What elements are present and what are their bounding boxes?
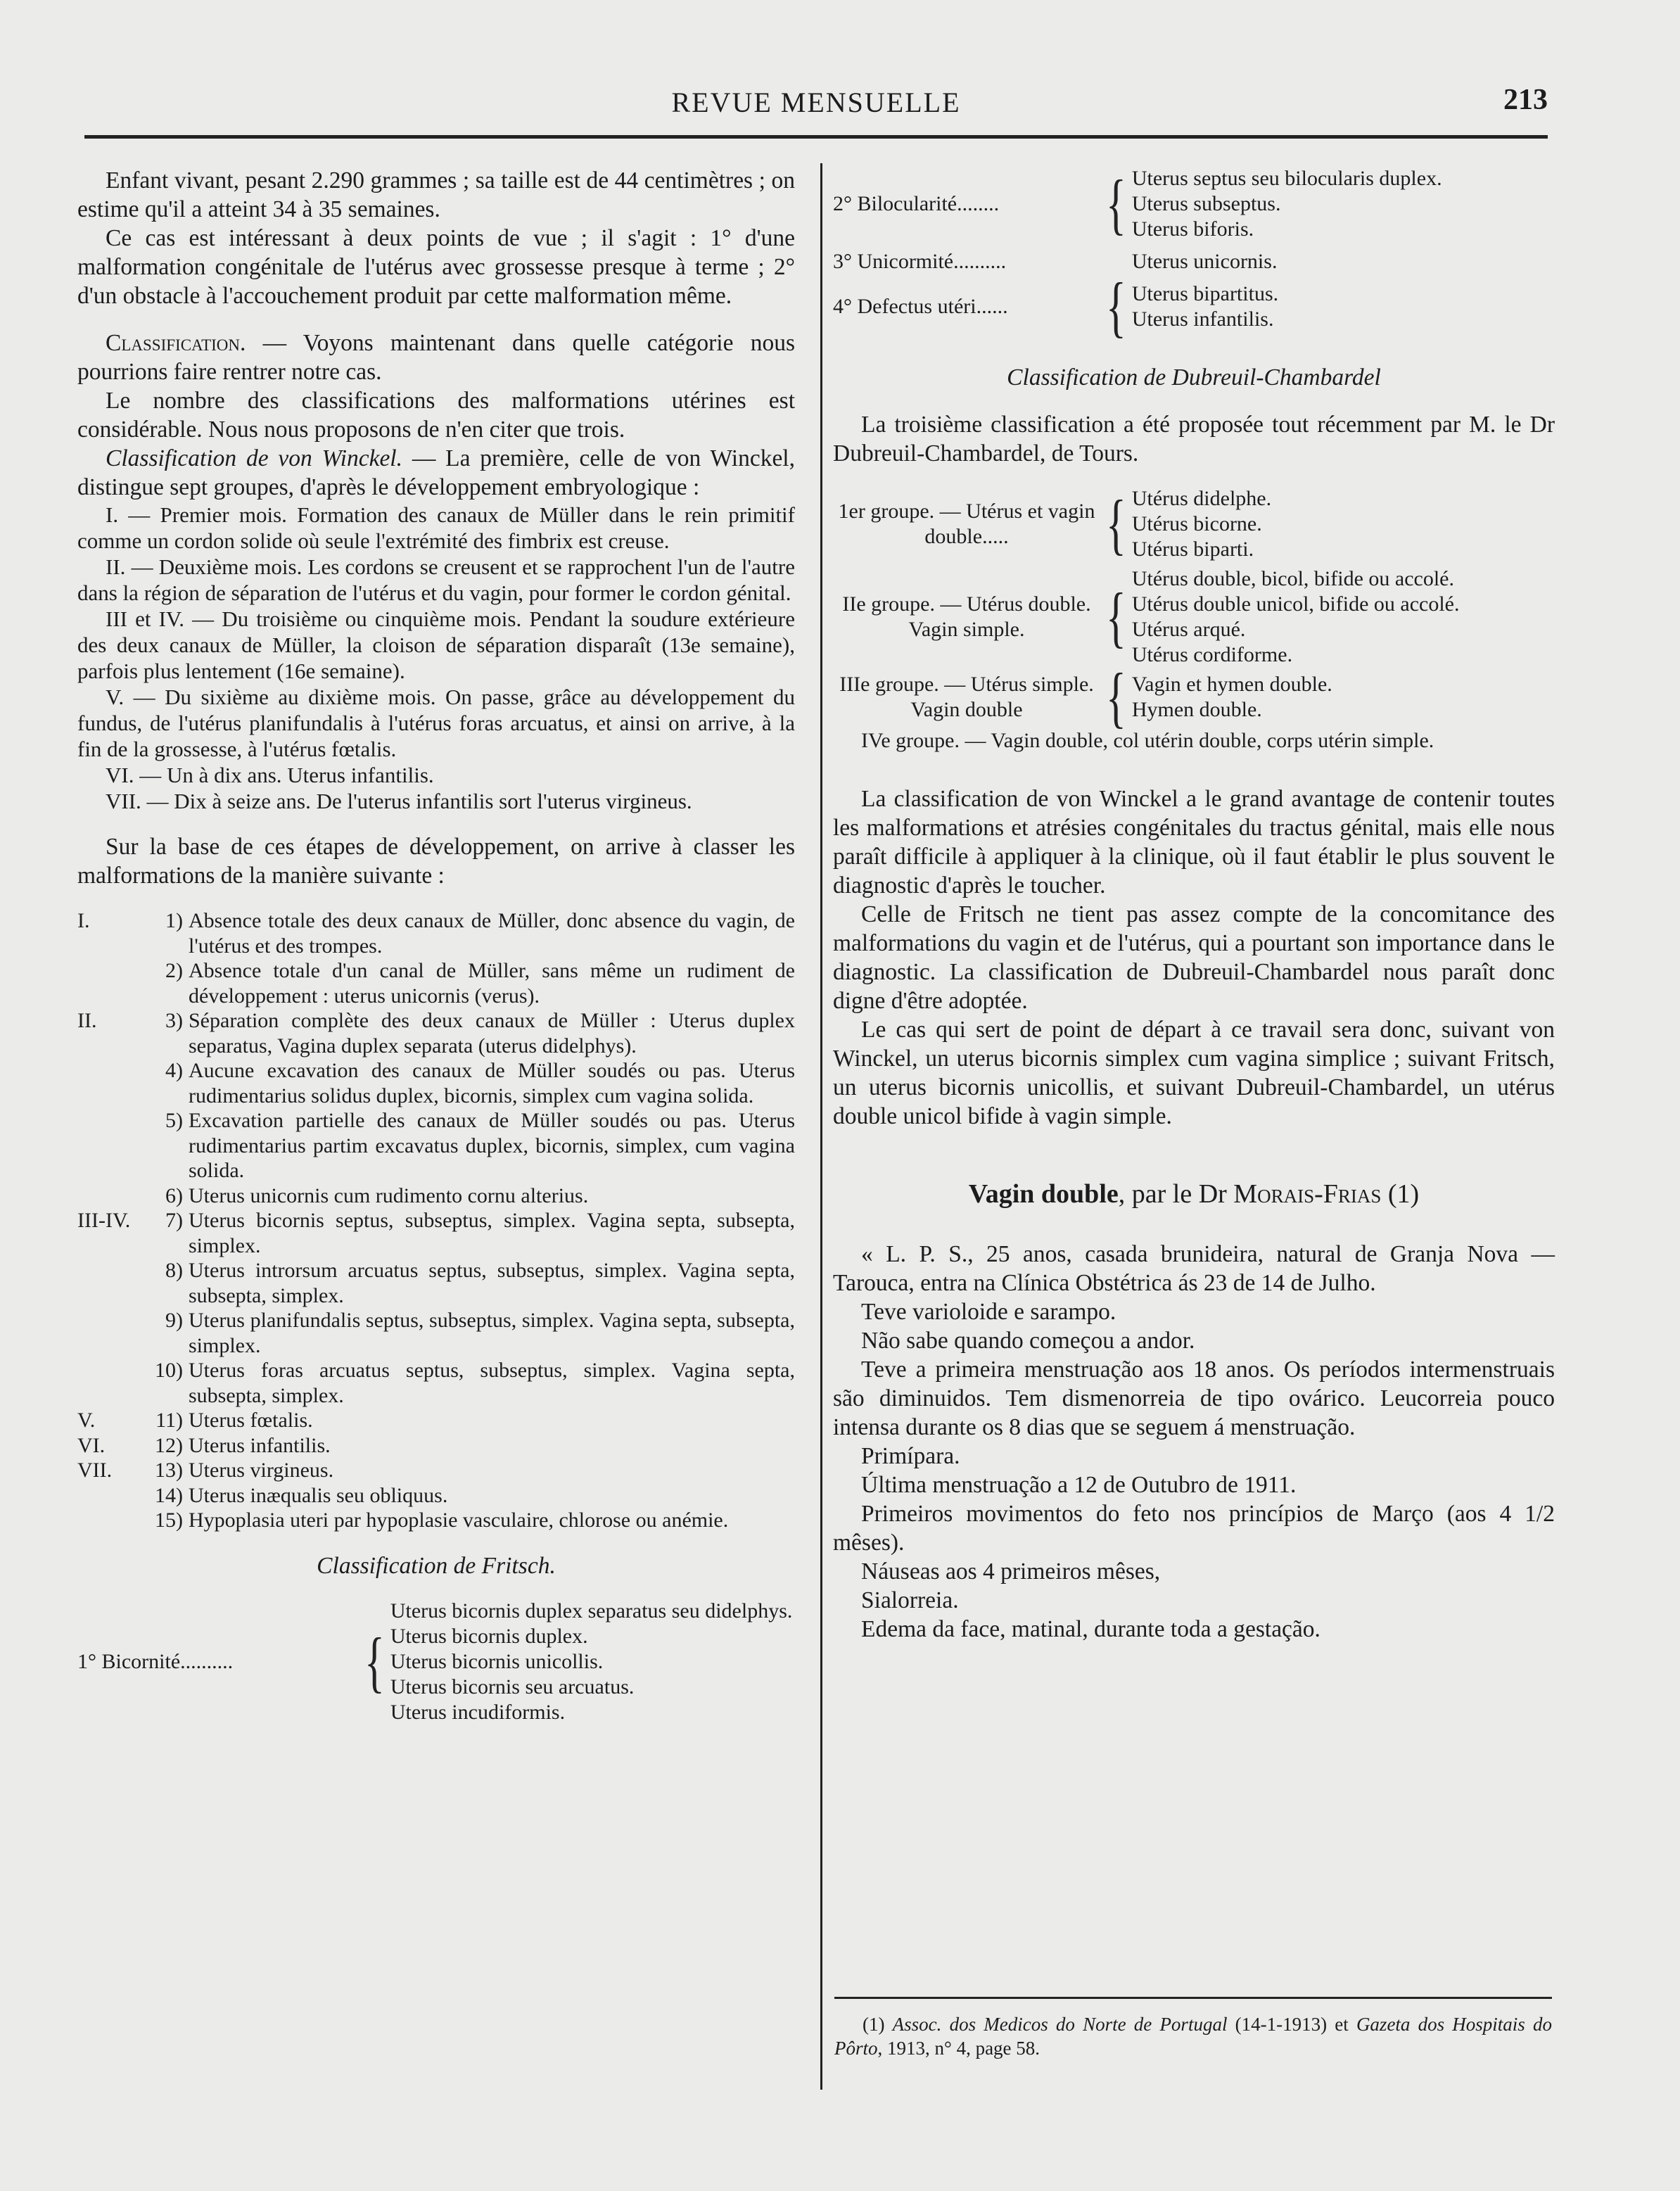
- list-item: II. 3) Séparation complète des deux canaux de Müller : Uterus duplex separatus, Vagina duplex separata (uterus didelphys).: [77, 1009, 795, 1058]
- header-rule: [84, 135, 1548, 139]
- section-title: Classification de Dubreuil-Chambardel: [1007, 364, 1381, 390]
- group-items: Vagin et hymen double. Hymen double.: [1131, 673, 1332, 721]
- paragraph: IVe groupe. — Vagin double, col utérin double, corps utérin simple.: [861, 729, 1434, 752]
- classification-items: Uterus bipartitus. Uterus infantilis.: [1131, 282, 1279, 331]
- brace: {: [1106, 167, 1126, 241]
- left-column: [77, 166, 795, 1725]
- group-items: Utérus double, bicol, bifide ou accolé. Utérus double unicol, bifide ou accolé. Utérus arqué. Utérus cordiforme.: [1131, 567, 1460, 666]
- classification-row: [833, 248, 1555, 276]
- footnote-rule: [834, 1997, 1552, 1999]
- paragraph: « L. P. S., 25 anos, casada brunideira, natural de Granja Nova — Tarouca, entra na Clínica Obstétrica ás 23 de 14 de Julho.: [833, 1241, 1555, 1296]
- list-item: VII. 13) Uterus virgineus.: [77, 1459, 334, 1482]
- section-label: Classification de von Winckel.: [106, 445, 402, 471]
- classification-label: 2° Bilocularité........: [833, 192, 1000, 215]
- classification-label: 3° Unicormité..........: [833, 250, 1007, 273]
- group-row: [833, 486, 1555, 562]
- paragraph: Náuseas aos 4 primeiros mêses,: [861, 1558, 1161, 1584]
- paragraph: Primeiros movimentos do feto nos princípios de Março (aos 4 1/2 mêses).: [833, 1501, 1555, 1556]
- list-item: V. 11) Uterus fœtalis.: [77, 1409, 313, 1432]
- page-number: 213: [1503, 84, 1548, 116]
- brace: {: [364, 1624, 385, 1699]
- running-title: REVUE MENSUELLE: [671, 87, 961, 118]
- classification-items: Uterus septus seu bilocularis duplex. Uterus subseptus. Uterus biforis.: [1131, 167, 1442, 241]
- list-item: 5) Excavation partielle des canaux de Müller soudés ou pas. Uterus rudimentarius partim excavatus duplex, bicornis, simplex, cum vagina solida.: [165, 1109, 795, 1182]
- group-label: IIIe groupe. — Utérus simple. Vagin double: [839, 673, 1094, 721]
- right-column: [833, 166, 1555, 1644]
- group-row: [833, 566, 1555, 668]
- classification-label: 4° Defectus utéri......: [833, 295, 1008, 318]
- section-label: Classification.: [106, 330, 246, 356]
- paragraph: Celle de Fritsch ne tient pas assez compte de la concomitance des malformations du vagin et de l'utérus, qui a pourtant son importance dans le diagnostic. La classification de Dubreuil-Chambardel nous paraît donc digne d'être adoptée.: [833, 901, 1555, 1014]
- classification-row: [833, 166, 1555, 242]
- paragraph: La troisième classification a été proposée tout récemment par M. le Dr Dubreuil-Chambardel, de Tours.: [833, 412, 1555, 466]
- article-title: Vagin double, par le Dr Morais-Frias (1): [968, 1179, 1420, 1209]
- list-item: 4) Aucune excavation des canaux de Müller soudés ou pas. Uterus rudimentarius solidus duplex, bicornis, simplex cum vagina solida.: [165, 1059, 795, 1107]
- stage: I. — Premier mois. Formation des canaux de Müller dans le rein primitif comme un cordon solide où seule l'extrémité des fimbrix est creuse.: [77, 502, 795, 553]
- paragraph: Le nombre des classifications des malformations utérines est considérable. Nous nous proposons de n'en citer que trois.: [77, 388, 795, 443]
- malformation-list: [77, 908, 795, 1533]
- paragraph: Sialorreia.: [861, 1587, 959, 1613]
- paragraph: La classification de von Winckel a le grand avantage de contenir toutes les malformations et atrésies congénitales du tractus génital, mais elle nous paraît difficile à appliquer à la clinique, où il faut établir le plus souvent le diagnostic d'après le toucher.: [833, 786, 1555, 898]
- paragraph: Última menstruação a 12 de Outubro de 1911.: [861, 1472, 1297, 1498]
- group-row: [833, 660, 1555, 735]
- paragraph: Enfant vivant, pesant 2.290 grammes ; sa taille est de 44 centimètres ; on estime qu'il a atteint 34 à 35 semaines.: [77, 167, 795, 222]
- stage: VII. — Dix à seize ans. De l'uterus infantilis sort l'uterus virgineus.: [106, 789, 692, 813]
- paragraph: Não sabe quando começou a andor.: [861, 1328, 1195, 1354]
- paragraph: Classification de von Winckel. — La première, celle de von Winckel, distingue sept groupes, d'après le développement embryologique :: [77, 445, 795, 500]
- paragraph: Le cas qui sert de point de départ à ce travail sera donc, suivant von Winckel, un uterus bicornis simplex cum vagina simplice ; suivant Fritsch, un uterus bicornis unicollis, et suivant Dubreuil-Chambardel, un utérus double unicol bifide à vagin simple.: [833, 1017, 1555, 1129]
- classification-items: Uterus unicornis.: [1131, 250, 1278, 273]
- paragraph: Ce cas est intéressant à deux points de vue ; il s'agit : 1° d'une malformation congénitale de l'utérus avec grossesse presque à terme ; 2° d'un obstacle à l'accouchement produit par cette malformation même.: [77, 225, 795, 309]
- classification-row: [77, 1599, 795, 1725]
- brace: {: [1106, 487, 1126, 561]
- brace: {: [1106, 660, 1126, 735]
- list-item: 10) Uterus foras arcuatus septus, subseptus, simplex. Vagina septa, subsepta, simplex.: [155, 1359, 795, 1407]
- list-item: 14) Uterus inæqualis seu obliquus.: [155, 1483, 448, 1507]
- classification-label: 1° Bicornité..........: [77, 1649, 234, 1673]
- list-item: III-IV. 7) Uterus bicornis septus, subseptus, simplex. Vagina septa, subsepta, simplex.: [77, 1209, 795, 1257]
- list-item: 2) Absence totale d'un canal de Müller, sans même un rudiment de développement : uterus unicornis (verus).: [165, 959, 795, 1008]
- brace: {: [1106, 269, 1126, 344]
- column-divider: [820, 163, 822, 2090]
- paragraph: Primípara.: [861, 1443, 960, 1469]
- paragraph: Teve a primeira menstruação aos 18 anos. Os períodos intermenstruais são diminuidos. Tem dismenorreia de tipo ovárico. Leucorreia pouco intensa durante os 8 dias que se seguem á menstruação.: [833, 1357, 1555, 1440]
- list-item: 6) Uterus unicornis cum rudimento cornu alterius.: [165, 1183, 589, 1207]
- group-label: IIe groupe. — Utérus double. Vagin simple.: [842, 592, 1091, 641]
- paragraph: Classification. — Voyons maintenant dans quelle catégorie nous pourrions faire rentrer notre cas.: [77, 330, 795, 385]
- group-label: 1er groupe. — Utérus et vagin double.....: [838, 500, 1095, 548]
- brace: {: [1106, 580, 1126, 654]
- footnote: (1) Assoc. dos Medicos do Norte de Portugal (14-1-1913) et Gazeta dos Hospitais do Pôrto, 1913, n° 4, page 58.: [834, 2014, 1552, 2059]
- list-item: 9) Uterus planifundalis septus, subseptus, simplex. Vagina septa, subsepta, simplex.: [165, 1309, 795, 1357]
- stage: V. — Du sixième au dixième mois. On passe, grâce au développement du fundus, de l'utérus planifundalis à l'utérus foras arcuatus, et ainsi on arrive, à la fin de la grossesse, à l'utérus fœtalis.: [77, 685, 795, 761]
- list-item: 15) Hypoplasia uteri par hypoplasie vasculaire, chlorose ou anémie.: [155, 1509, 729, 1532]
- stages-list: [77, 502, 795, 814]
- list-item: 8) Uterus introrsum arcuatus septus, subseptus, simplex. Vagina septa, subsepta, simplex.: [165, 1259, 795, 1307]
- stage: II. — Deuxième mois. Les cordons se creusent et se rapprochent l'un de l'autre dans la région de séparation de l'utérus et du vagin, pour former le cordon génital.: [77, 554, 795, 605]
- paragraph: Teve varioloide e sarampo.: [861, 1299, 1116, 1325]
- list-item: I. 1) Absence totale des deux canaux de Müller, donc absence du vagin, de l'utérus et des trompes.: [77, 909, 795, 958]
- paragraph: Edema da face, matinal, durante toda a gestação.: [861, 1616, 1321, 1642]
- classification-items: Uterus bicornis duplex separatus seu didelphys. Uterus bicornis duplex. Uterus bicornis unicollis. Uterus bicornis seu arcuatus. Uterus incudiformis.: [390, 1599, 793, 1724]
- section-title: Classification de Fritsch.: [317, 1552, 556, 1579]
- stage: VI. — Un à dix ans. Uterus infantilis.: [106, 763, 434, 787]
- classification-row: [833, 269, 1555, 344]
- paragraph: Sur la base de ces étapes de développement, on arrive à classer les malformations de la manière suivante :: [77, 834, 795, 889]
- page-header: [84, 83, 1548, 127]
- group-items: Utérus didelphe. Utérus bicorne. Utérus biparti.: [1131, 487, 1272, 561]
- stage: III et IV. — Du troisième ou cinquième mois. Pendant la soudure extérieure des deux canaux de Müller, la cloison de séparation disparaît (13e semaine), parfois plus lentement (16e semaine).: [77, 607, 795, 683]
- list-item: VI. 12) Uterus infantilis.: [77, 1433, 331, 1457]
